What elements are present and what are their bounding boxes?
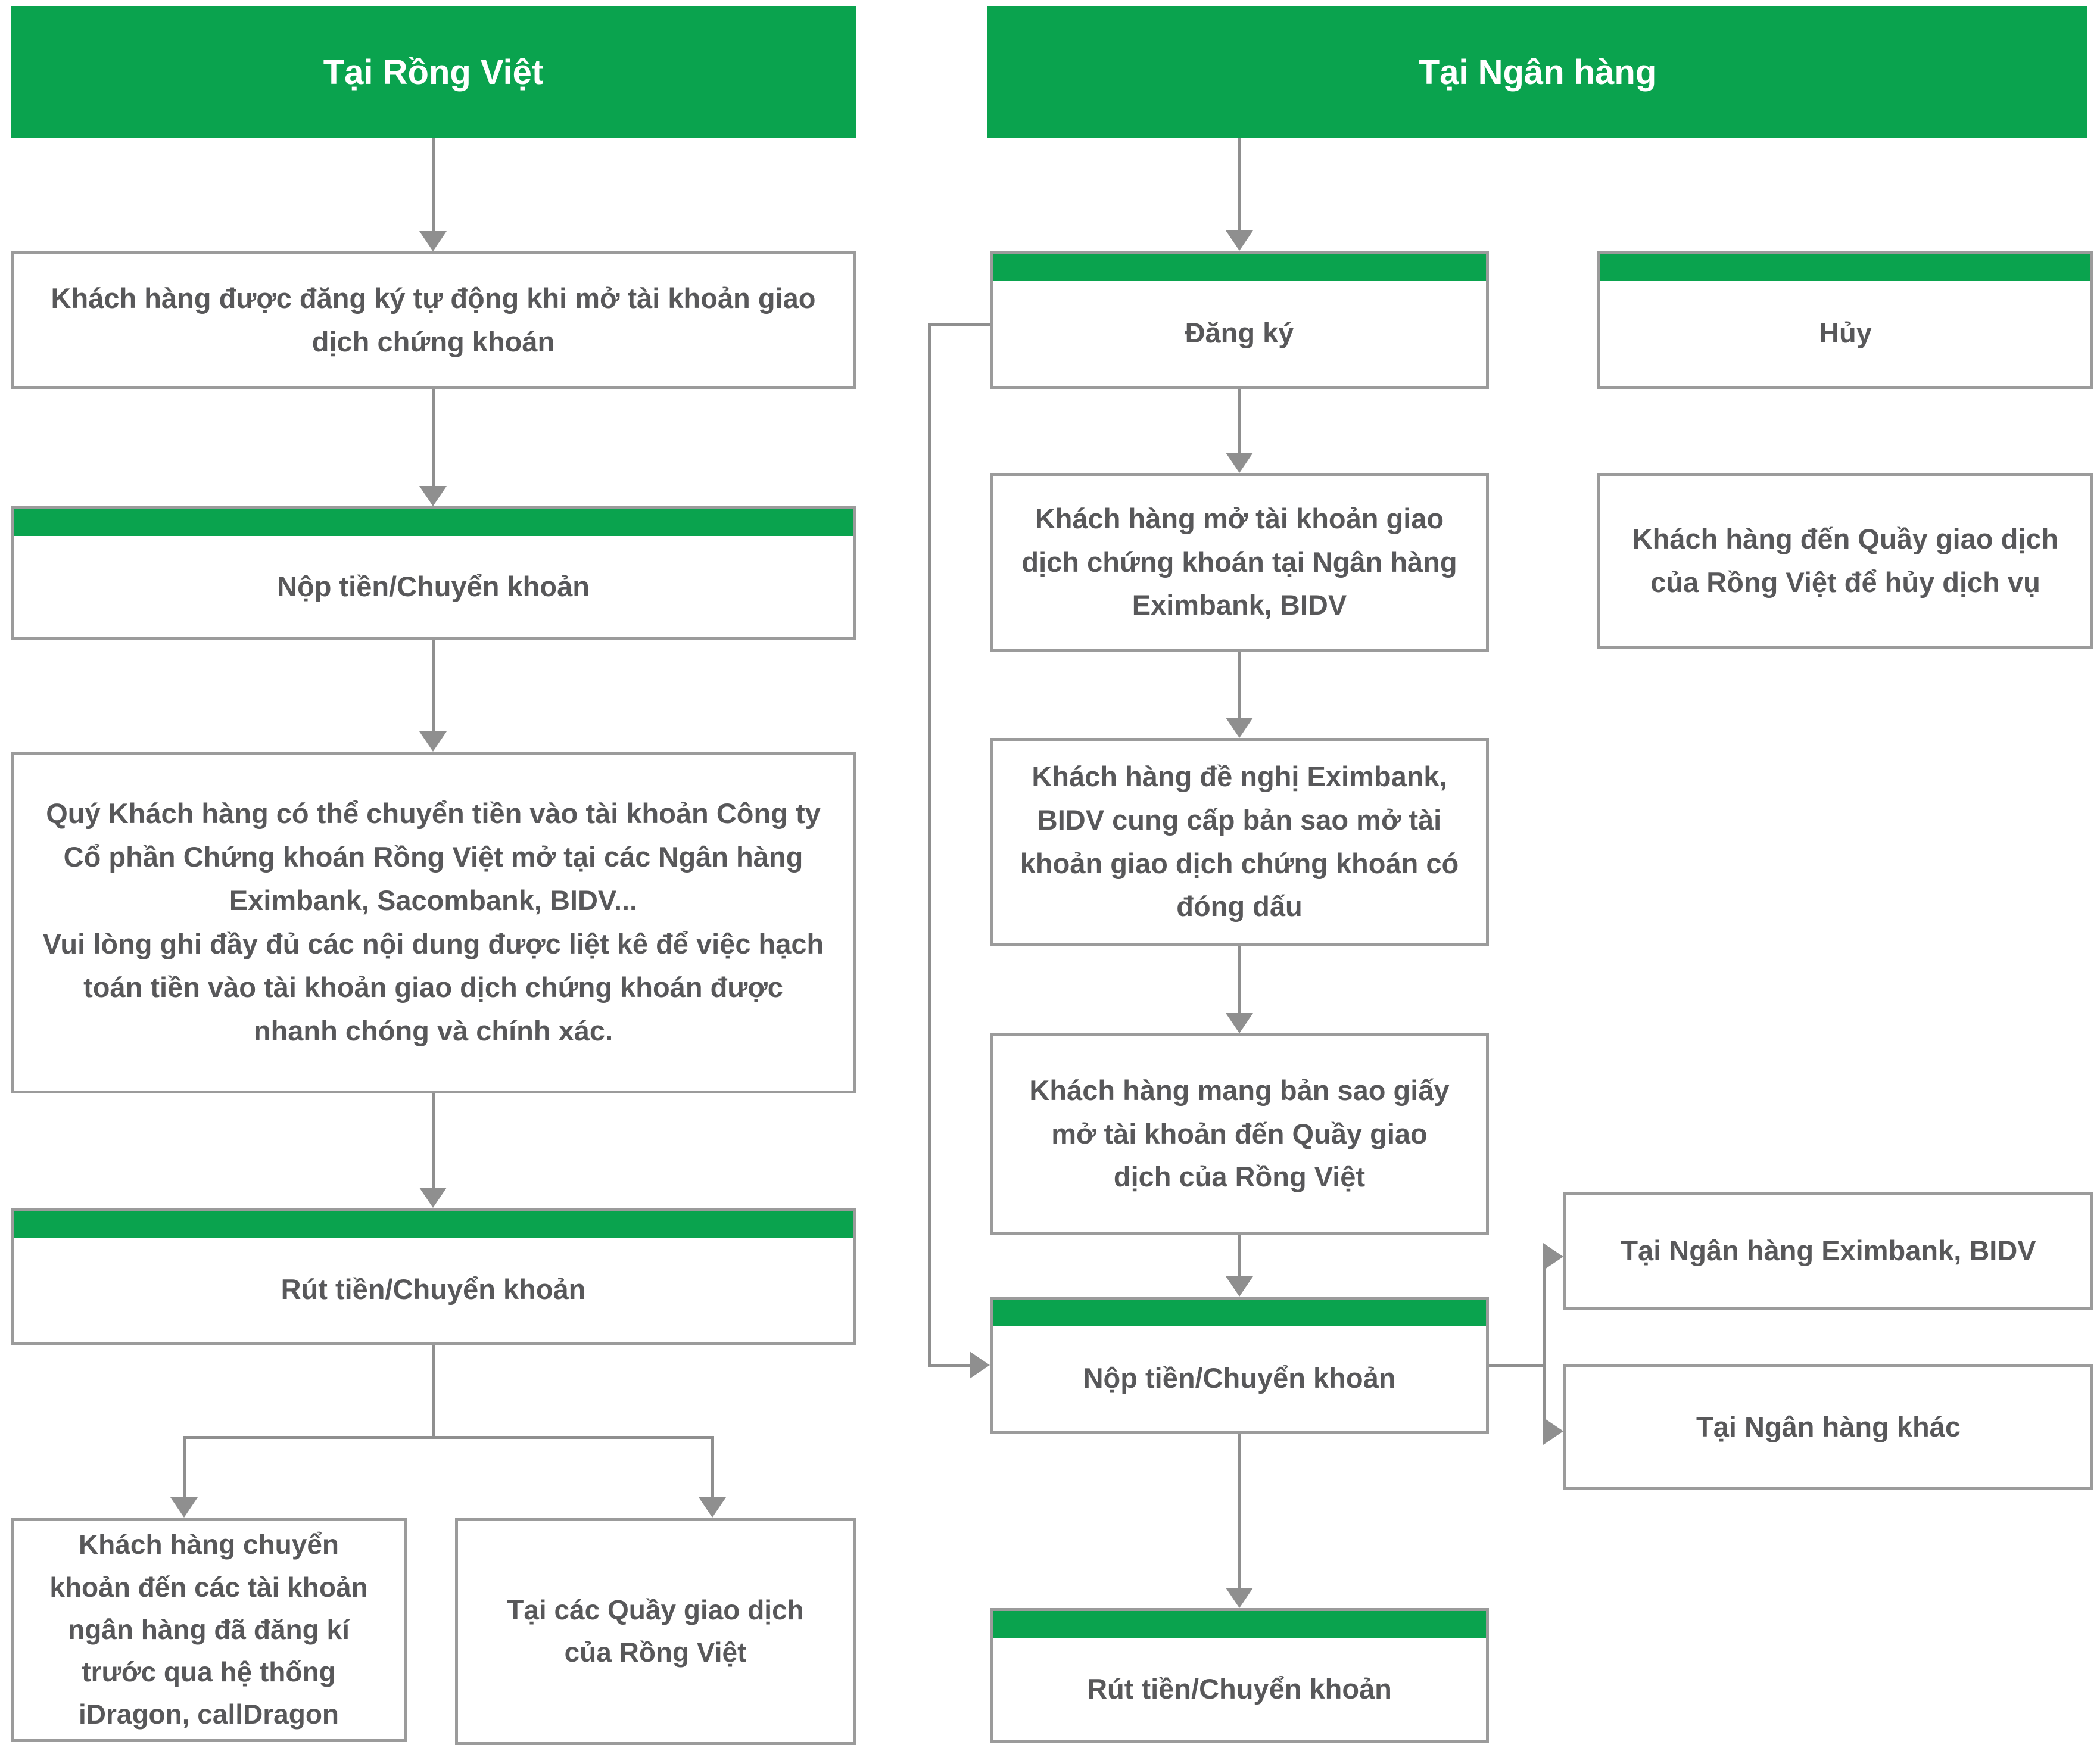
arrow-down-icon [419,231,447,251]
arrow-down-icon [419,731,447,752]
connector-line [1238,1434,1241,1588]
node-cancel-note [1597,473,2093,649]
arrow-down-icon [1226,230,1253,251]
column-header-rong-viet [11,6,856,138]
node-deposit-rongviet-label: Nộp tiền/Chuyển khoản [277,570,590,602]
connector-line [1238,946,1241,1013]
node-withdraw-counter-label: Tại các Quầy giao dịch của Rồng Việt [507,1594,804,1668]
node-withdraw-transfer-idragon [11,1518,407,1742]
green-accent-bar [14,1211,853,1238]
node-withdraw-bank-label: Rút tiền/Chuyển khoản [1087,1672,1392,1705]
node-withdraw-counter [455,1518,856,1745]
arrow-right-icon [1543,1417,1563,1445]
connector-line [183,1436,186,1497]
node-register [990,251,1489,389]
column-header-rong-viet-label: Tại Rồng Việt [323,52,544,92]
connector-line [183,1436,714,1439]
node-register-label: Đăng ký [1185,317,1294,349]
node-deposit-bank-label: Nộp tiền/Chuyển khoản [1083,1362,1396,1394]
node-cancel-label: Hủy [1819,317,1872,349]
node-deposit-note [11,752,856,1093]
node-request-copy-label: Khách hàng đề nghị Eximbank, BIDV cung cấp bản sao mở tài khoản giao dịch chứng khoán có đóng dấu [1020,760,1459,923]
node-bring-copy [990,1033,1489,1235]
connector-line [1238,1235,1241,1276]
green-accent-bar [993,1300,1486,1326]
connector-line [711,1436,714,1497]
green-accent-bar [993,1611,1486,1638]
arrow-right-icon [1543,1243,1563,1270]
arrow-down-icon [1226,1588,1253,1608]
node-deposit-note-text-1: Quý Khách hàng có thể chuyển tiền vào tài khoản Công ty Cổ phần Chứng khoán Rồng Việt mở tại các Ngân hàng Eximbank, Sacombank, BIDV... [46,797,821,917]
arrow-down-icon [419,486,447,506]
green-accent-bar [993,254,1486,281]
node-deposit-at-partner-banks [1563,1192,2093,1310]
connector-line [1238,138,1241,230]
node-open-account-label: Khách hàng mở tài khoản giao dịch chứng khoán tại Ngân hàng Eximbank, BIDV [1021,502,1457,621]
column-header-ngan-hang [987,6,2087,138]
arrow-down-icon [699,1497,726,1518]
node-cancel-note-label: Khách hàng đến Quầy giao dịch của Rồng Việt để hủy dịch vụ [1632,523,2059,598]
green-accent-bar [1600,254,2090,281]
arrow-down-icon [1226,1276,1253,1297]
node-cancel [1597,251,2093,389]
arrow-down-icon [419,1188,447,1208]
node-auto-register-label: Khách hàng được đăng ký tự động khi mở tài khoản giao dịch chứng khoán [51,282,816,357]
arrow-down-icon [1226,453,1253,473]
node-open-account [990,473,1489,652]
connector-line [1489,1364,1544,1367]
connector-line [928,323,990,326]
node-deposit-rongviet [11,506,856,640]
connector-line [432,1093,435,1188]
green-accent-bar [14,509,853,536]
connector-line [432,138,435,232]
node-deposit-at-other-banks [1563,1364,2093,1490]
arrow-down-icon [1226,1013,1253,1033]
connector-line [432,389,435,486]
node-auto-register [11,251,856,389]
node-bring-copy-label: Khách hàng mang bản sao giấy mở tài khoản đến Quầy giao dịch của Rồng Việt [1029,1074,1450,1193]
connector-line [1238,652,1241,718]
node-deposit-bank [990,1297,1489,1434]
node-withdraw-rongviet [11,1208,856,1345]
arrow-right-icon [970,1351,990,1379]
arrow-down-icon [1226,718,1253,738]
connector-line [1543,1255,1546,1432]
node-deposit-note-text-2: Vui lòng ghi đầy đủ các nội dung được liệt kê để việc hạch toán tiền vào tài khoản giao dịch chứng khoán được nhanh chóng và chính xác. [42,928,824,1046]
arrow-down-icon [170,1497,198,1518]
connector-line [432,640,435,731]
connector-line [928,1364,970,1367]
node-request-copy [990,738,1489,946]
node-withdraw-rongviet-label: Rút tiền/Chuyển khoản [281,1273,586,1306]
connector-line [1238,389,1241,453]
column-header-ngan-hang-label: Tại Ngân hàng [1418,52,1657,92]
node-withdraw-transfer-idragon-label: Khách hàng chuyển khoản đến các tài khoản ngân hàng đã đăng kí trước qua hệ thống iDragon, callDragon [49,1529,368,1730]
node-withdraw-bank [990,1608,1489,1743]
connector-line [928,323,931,1367]
node-deposit-at-other-banks-label: Tại Ngân hàng khác [1696,1410,1961,1442]
node-deposit-at-partner-banks-label: Tại Ngân hàng Eximbank, BIDV [1621,1234,2036,1266]
connector-line [432,1345,435,1439]
